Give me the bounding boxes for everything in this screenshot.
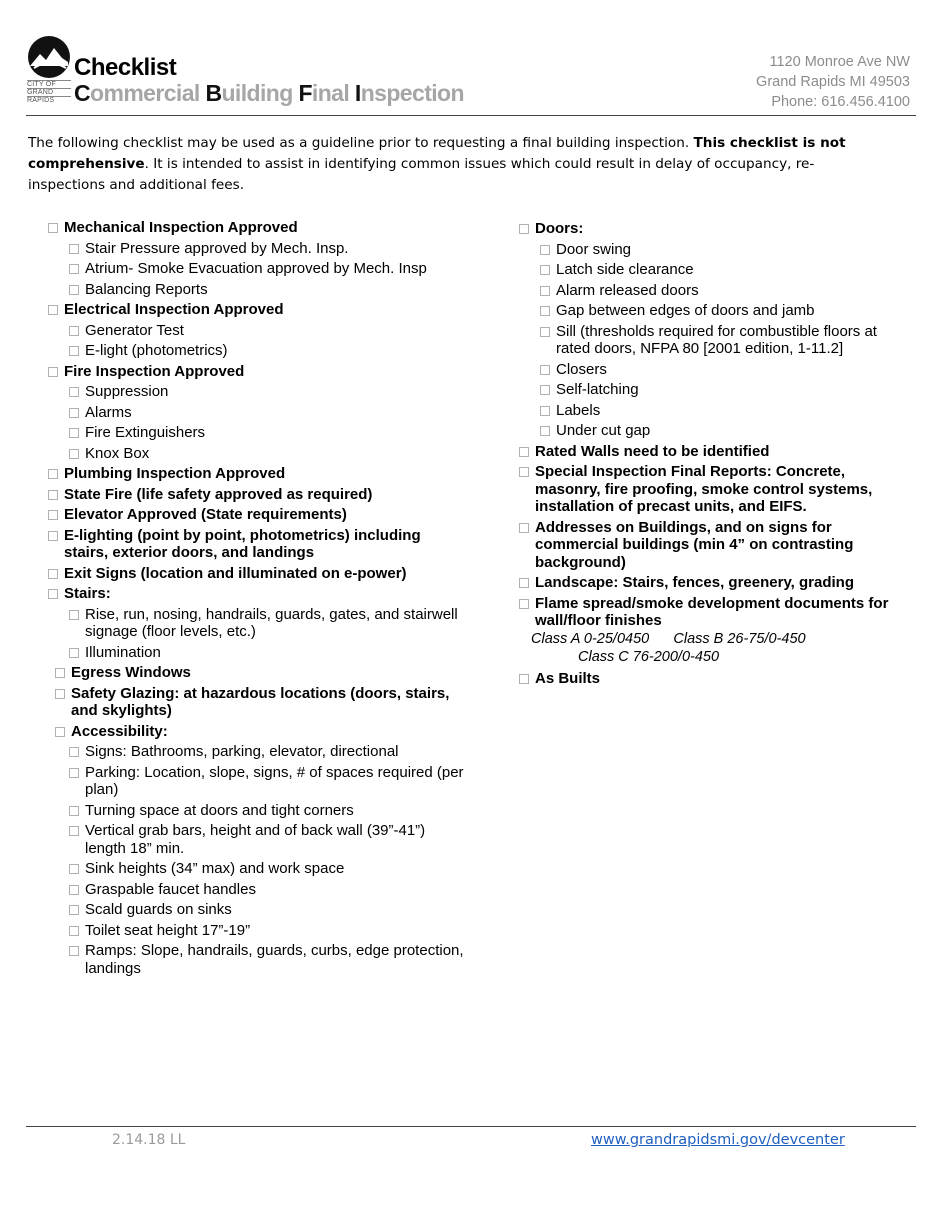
- checklist-item-label: Latch side clearance: [556, 261, 694, 278]
- checkbox[interactable]: [519, 467, 529, 477]
- checklist-item-label: Knox Box: [85, 444, 150, 462]
- checklist-item-label: Plumbing Inspection Approved: [64, 465, 286, 482]
- checklist-item: [540, 241, 909, 259]
- checkbox[interactable]: [69, 768, 79, 778]
- checkbox[interactable]: [69, 747, 79, 757]
- checklist-item: [519, 519, 909, 572]
- checklist-item-label: Door swing: [556, 240, 632, 258]
- devcenter-link[interactable]: www.grandrapidsmi.gov/devcenter: [591, 1132, 845, 1148]
- checklist-item-label: Electrical Inspection Approved: [64, 301, 284, 318]
- checkbox[interactable]: [519, 674, 529, 684]
- page-subtitle: Commercial Building Final Inspection: [74, 80, 464, 106]
- city-logo: [26, 36, 72, 106]
- checklist-item-label: Fire Inspection Approved: [64, 362, 245, 380]
- checklist-item: [540, 261, 909, 279]
- checkbox[interactable]: [69, 905, 79, 915]
- checkbox[interactable]: [69, 885, 79, 895]
- checklist-item-label: Sink heights (34” max) and work space: [85, 860, 345, 877]
- checklist-item-label: Landscape: Stairs, fences, greenery, grading: [535, 574, 854, 591]
- checklist-item-label: Elevator Approved (State requirements): [64, 506, 347, 523]
- checklist-item: [69, 743, 468, 761]
- checklist-item-label: Accessibility:: [71, 722, 168, 740]
- checkbox[interactable]: [519, 447, 529, 457]
- checklist-item: [48, 363, 468, 381]
- checkbox[interactable]: [69, 864, 79, 874]
- checklist-item-label: Suppression: [85, 383, 169, 400]
- checkbox[interactable]: [69, 408, 79, 418]
- checkbox[interactable]: [69, 244, 79, 254]
- checklist-item-label: Labels: [556, 401, 601, 419]
- checklist-item: [540, 422, 909, 440]
- checklist-item: [519, 443, 909, 461]
- checklist-item: [48, 506, 468, 524]
- checklist-item-label: Toilet seat height 17”-19”: [85, 921, 251, 939]
- address-city: Grand Rapids MI 49503: [756, 74, 910, 90]
- checklist-item-label: Parking: Location, slope, signs, # of spaces required (per plan): [85, 763, 464, 798]
- checklist-item: [69, 404, 468, 422]
- checklist-item: [540, 402, 909, 420]
- checklist-item: [69, 342, 468, 360]
- checklist-item-label: Addresses on Buildings, and on signs for commercial buildings (min 4” on contrasting background): [535, 518, 854, 571]
- checklist-item-label: Flame spread/smoke development documents for wall/floor finishes: [535, 594, 889, 629]
- checkbox[interactable]: [69, 449, 79, 459]
- checkbox[interactable]: [540, 306, 550, 316]
- checklist-item: [69, 764, 468, 799]
- checkbox[interactable]: [48, 469, 58, 479]
- intro-paragraph: The following checklist may be used as a guideline prior to requesting a final building inspection. This checklist is not comprehensive. It is intended to assist in identifying common issues which could result in delay of occupancy, re-inspections and additional fees.: [28, 135, 846, 193]
- checklist-item: [69, 860, 468, 878]
- checkbox[interactable]: [69, 387, 79, 397]
- checklist-item: [69, 606, 468, 641]
- checklist-item: [540, 302, 909, 320]
- checklist-item-label: Graspable faucet handles: [85, 880, 256, 898]
- class-line: Class A 0-25/0450 Class B 26-75/0-450: [531, 630, 806, 647]
- checklist-item: [540, 361, 909, 379]
- checklist-item: [519, 595, 909, 630]
- checklist-left-column: [48, 216, 468, 977]
- checkbox[interactable]: [540, 426, 550, 436]
- checkbox[interactable]: [48, 223, 58, 233]
- checklist-item: [69, 822, 468, 857]
- checkbox[interactable]: [55, 689, 65, 699]
- checkbox[interactable]: [69, 610, 79, 620]
- checklist-item-label: Illumination: [85, 643, 161, 661]
- checklist-item-label: Safety Glazing: at hazardous locations (doors, stairs, and skylights): [71, 684, 450, 719]
- checklist-item: [48, 486, 468, 504]
- checklist-item: [48, 301, 468, 319]
- page-header: [26, 34, 916, 116]
- checkbox[interactable]: [519, 599, 529, 609]
- checkbox[interactable]: [519, 523, 529, 533]
- checkbox[interactable]: [48, 589, 58, 599]
- address-street: 1120 Monroe Ave NW: [769, 54, 910, 70]
- revision-label: 2.14.18 LL: [112, 1132, 186, 1148]
- checklist-item-label: Signs: Bathrooms, parking, elevator, directional: [85, 743, 399, 760]
- checkbox[interactable]: [540, 286, 550, 296]
- city-logo-icon: [26, 36, 72, 80]
- checklist-item-label: As Builts: [535, 669, 601, 687]
- flame-spread-classes: [531, 630, 909, 666]
- checkbox[interactable]: [69, 926, 79, 936]
- checkbox[interactable]: [48, 531, 58, 541]
- checklist-item: [55, 664, 468, 682]
- checklist-item: [69, 881, 468, 899]
- footer-divider: [26, 1126, 916, 1127]
- checkbox[interactable]: [540, 245, 550, 255]
- logo-wordmark: CITY OF GRAND RAPIDS: [27, 80, 71, 104]
- checklist-item-label: Scald guards on sinks: [85, 901, 232, 918]
- header-divider: [26, 115, 916, 116]
- checklist-item-label: Fire Extinguishers: [85, 424, 206, 441]
- checklist-item-label: Stair Pressure approved by Mech. Insp.: [85, 239, 349, 257]
- checklist-item: [48, 527, 468, 562]
- checklist-item: [540, 282, 909, 300]
- class-line: Class C 76-200/0-450: [578, 648, 720, 665]
- checklist-item: [69, 322, 468, 340]
- checkbox[interactable]: [69, 346, 79, 356]
- checkbox[interactable]: [69, 806, 79, 816]
- checklist-item-label: Stairs:: [64, 585, 111, 602]
- checklist-right-column: [519, 217, 909, 687]
- checklist-item-label: Alarm released doors: [556, 281, 699, 299]
- checklist-item: [69, 644, 468, 662]
- office-address: [756, 52, 910, 112]
- checklist-item: [69, 922, 468, 940]
- checkbox[interactable]: [69, 946, 79, 956]
- checkbox[interactable]: [540, 265, 550, 275]
- checkbox[interactable]: [55, 727, 65, 737]
- checklist-item: [48, 585, 468, 603]
- intro-emphasis: This checklist is not comprehensive: [28, 135, 846, 172]
- checkbox[interactable]: [48, 510, 58, 520]
- checkbox[interactable]: [69, 285, 79, 295]
- checklist-item-label: Alarms: [85, 403, 132, 421]
- checkbox[interactable]: [48, 569, 58, 579]
- checklist-item-label: Mechanical Inspection Approved: [64, 219, 298, 236]
- checklist-item-label: Ramps: Slope, handrails, guards, curbs, edge protection, landings: [85, 942, 464, 977]
- checkbox[interactable]: [69, 826, 79, 836]
- checklist-item: [48, 219, 468, 237]
- checkbox[interactable]: [519, 578, 529, 588]
- checklist-item-label: Rated Walls need to be identified: [535, 442, 770, 460]
- checklist-item-label: Generator Test: [85, 321, 184, 339]
- checkbox[interactable]: [48, 305, 58, 315]
- checklist-item-label: E-light (photometrics): [85, 342, 228, 359]
- checkbox[interactable]: [540, 365, 550, 375]
- checklist-item: [69, 802, 468, 820]
- checklist-item: [48, 465, 468, 483]
- checklist-item-label: Sill (thresholds required for combustible floors at rated doors, NFPA 80 [2001 edition, 1-11.2]: [556, 322, 877, 357]
- checklist-item: [519, 574, 909, 592]
- address-phone: Phone: 616.456.4100: [771, 94, 910, 110]
- checklist-item-label: Doors:: [535, 220, 584, 237]
- checklist-item: [69, 445, 468, 463]
- checkbox[interactable]: [69, 264, 79, 274]
- checklist-item: [519, 670, 909, 688]
- checkbox[interactable]: [519, 224, 529, 234]
- checklist-item: [540, 323, 909, 358]
- checklist-item: [55, 723, 468, 741]
- checkbox[interactable]: [48, 490, 58, 500]
- checklist-item-label: Turning space at doors and tight corners: [85, 801, 354, 819]
- checklist-item: [69, 240, 468, 258]
- checklist-item: [69, 424, 468, 442]
- checkbox[interactable]: [69, 326, 79, 336]
- checkbox[interactable]: [69, 428, 79, 438]
- checklist-item: [69, 260, 468, 278]
- checklist-item-label: Under cut gap: [556, 422, 651, 439]
- checklist-item: [69, 942, 468, 977]
- checklist-item-label: Rise, run, nosing, handrails, guards, gates, and stairwell signage (floor levels, etc.): [85, 605, 458, 640]
- checklist-item-label: Balancing Reports: [85, 280, 208, 298]
- checklist-item-label: Egress Windows: [71, 664, 191, 681]
- checklist-item-label: E-lighting (point by point, photometrics) including stairs, exterior doors, and landings: [64, 526, 421, 561]
- checkbox[interactable]: [55, 668, 65, 678]
- checklist-item: [48, 565, 468, 583]
- checklist-item-label: Gap between edges of doors and jamb: [556, 302, 815, 319]
- checkbox[interactable]: [540, 327, 550, 337]
- checklist-item-label: Self-latching: [556, 381, 639, 398]
- checklist-item: [540, 381, 909, 399]
- checklist-item: [519, 463, 909, 516]
- checklist-item: [69, 281, 468, 299]
- checkbox[interactable]: [540, 406, 550, 416]
- checklist-item-label: Exit Signs (location and illuminated on e-power): [64, 564, 407, 582]
- checklist-item: [519, 220, 909, 238]
- checklist-item: [69, 383, 468, 401]
- checkbox[interactable]: [48, 367, 58, 377]
- checklist-item: [55, 685, 468, 720]
- page-title: Checklist: [74, 54, 177, 81]
- checkbox[interactable]: [69, 648, 79, 658]
- checkbox[interactable]: [540, 385, 550, 395]
- checklist-item-label: State Fire (life safety approved as required): [64, 485, 373, 503]
- checklist-item-label: Vertical grab bars, height and of back wall (39”-41”) length 18” min.: [85, 822, 426, 857]
- checklist-item-label: Atrium- Smoke Evacuation approved by Mech. Insp: [85, 260, 427, 277]
- checklist-item-label: Closers: [556, 360, 607, 378]
- checklist-item: [69, 901, 468, 919]
- checklist-item-label: Special Inspection Final Reports: Concrete, masonry, fire proofing, smoke control systems, installation of precast units, and EIFS.: [535, 463, 873, 515]
